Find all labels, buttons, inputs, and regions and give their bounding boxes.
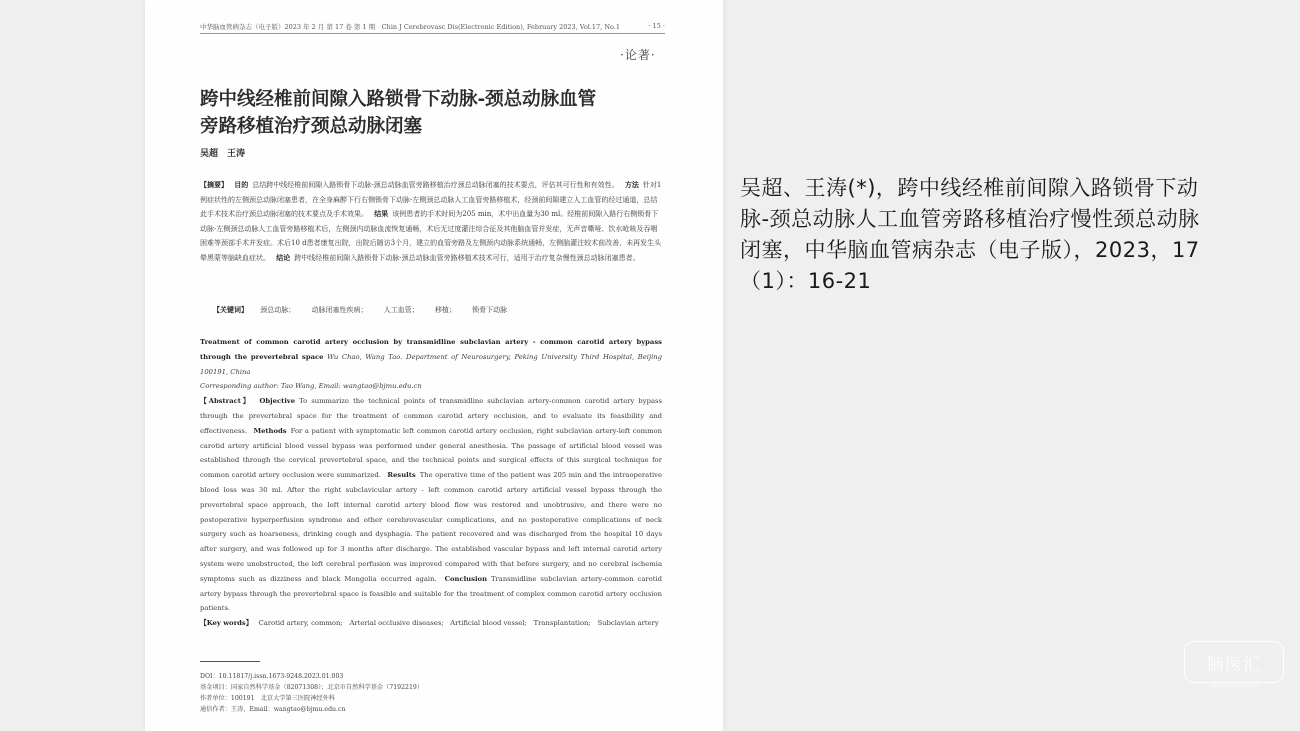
english-keywords-label: 【Key words】 (200, 619, 253, 628)
paper-title: 跨中线经椎前间隙入路锁骨下动脉-颈总动脉血管旁路移植治疗颈总动脉闭塞 (200, 89, 597, 137)
abstract-cn-objective: 总结跨中线经椎前间隙入路锁骨下动脉-颈总动脉血管旁路移植治疗颈总动脉闭塞的技术要点，评估其可行性和有效性。 (252, 181, 619, 189)
citation-text: 吴超、王涛(*)，跨中线经椎前间隙入路锁骨下动脉-颈总动脉人工血管旁路移植治疗慢性颈总动脉闭塞，中华脑血管病杂志（电子版），2023，17（1）：16-21 (740, 176, 1200, 293)
english-methods-heading: Methods (253, 426, 287, 435)
english-abstract-block (200, 335, 662, 631)
abstract-cn-label: 【摘要】 (200, 180, 228, 189)
english-abstract (200, 394, 662, 616)
english-results: The operative time of the patient was 205 min and the intraoperative blood loss was 30 ml. After the right subclavicular artery - left common carotid artery artificial vessel bypass through the prevertebral space approach, the left internal carotid artery blood flow was restored and unobtrusive, and there were no postoperative hyperperfusion syndrome and other cerebrovascular complications, and no postoperative complications of neck surgery such as hoarseness, drinking cough and dysphagia. The patient recovered and was discharged from the hospital 10 days after surgery, and was followed up for 3 months after discharge. The established vascular bypass and left internal carotid artery system were unobstructed, the left cerebral perfusion was improved compared with that before surgery, and no cerebral ischemia symptoms such as dizziness and black Mongolia occurred again. (200, 471, 662, 583)
english-objective: To summarize the technical points of transmidline subclavian artery-common carotid artery bypass through the prevertebral space for the treatment of common carotid artery occlusion, and to evaluate its feasibility and effectiveness. (200, 397, 662, 435)
running-header-journal: 中华脑血管病杂志（电子版）2023 年 2 月 第 17 卷 第 1 期 Chin J Cerebrovasc Dis(Electronic Edition), February 2023, Vol.17, No.1 (200, 23, 621, 31)
keywords-cn (213, 305, 663, 315)
footnote-funding: 基金项目：国家自然科学基金（82071308）；北京市自然科学基金（7192219） (200, 684, 424, 691)
english-corresponding-author: Corresponding author: Tao Wang, Email: wangtao@bjmu.edu.cn (200, 382, 422, 391)
paper-page (145, 0, 723, 731)
abstract-cn-methods-heading: 方法 (624, 180, 639, 189)
english-keywords-text: Carotid artery, common; Arterial occlusive diseases; Artificial blood vessel; Transplantation; Subclavian artery (258, 619, 659, 628)
abstract-cn-results: 该例患者的手术时间为205 min，术中出血量为30 ml。经椎前间隙入路行右侧锁骨下动脉-左侧颈总动脉人工血管旁路移植术后，左侧颈内动脉血流恢复通畅，术后无过度灌注综合征及其他脑血管并发症，无声音嘶哑、饮水呛咳及吞咽困难等颈部手术并发症。术后10 d患者康复出院，出院后随访3个月，建立的血管旁路及左侧颈内动脉系统通畅，左侧脑灌注较术前改善，未再发生头晕黑蒙等脑缺血症状。 (200, 210, 662, 262)
page-number: · 15 · (648, 22, 665, 30)
english-keywords (200, 616, 662, 631)
section-label: ·论著· (620, 48, 656, 62)
english-conclusion-heading: Conclusion (444, 574, 488, 583)
abstract-cn-results-heading: 结果 (374, 209, 389, 219)
english-results-heading: Results (387, 471, 416, 480)
english-title: Treatment of common carotid artery occlusion by transmidline subclavian artery - common carotid artery bypass through the prevertebral space (200, 338, 662, 361)
paper-authors: 吴超 王涛 (200, 149, 246, 159)
keyword-cn: 颈总动脉； (260, 306, 296, 314)
keyword-cn: 人工血管； (383, 306, 419, 314)
english-authors: Wu Chao, Wang Tao. Department of Neurosurgery, Peking University Third Hospital, Beijing 100191, China (200, 352, 662, 376)
abstract-cn-objective-heading: 目的 (234, 180, 249, 189)
abstract-cn (200, 178, 662, 266)
english-methods: For a patient with symptomatic left common carotid artery occlusion, right subclavian artery-left common carotid artery artificial blood vessel bypass was performed under general anesthesia. The passage of artificial blood vessel was established through the cervical prevertebral space, and the technical points and surgical effects of this surgical technique for common carotid artery occlusion were summarized. (200, 426, 662, 480)
english-conclusion: Transmidline subclavian artery-common carotid artery bypass through the prevertebral space is feasible and suitable for the treatment of complex common carotid artery occlusion patients. (200, 574, 663, 613)
keyword-cn: 移植； (434, 306, 456, 314)
keywords-cn-label: 【关键词】 (213, 305, 248, 314)
abstract-cn-conclusion-heading: 结论 (276, 252, 291, 262)
watermark-logo: 脑医汇 (1184, 641, 1284, 683)
header-rule (200, 33, 665, 34)
running-header (200, 22, 665, 31)
footnotes (200, 671, 640, 715)
footnote-corresponding: 通信作者：王涛，Email：wangtao@bjmu.edu.cn (200, 706, 346, 713)
footnote-affiliation: 作者单位：100191 北京大学第三医院神经外科 (200, 695, 335, 702)
watermark-url: www.brainmed.com (1210, 683, 1260, 689)
abstract-cn-methods: 针对1例症状性的左侧颈总动脉闭塞患者，在全身麻醉下行右侧锁骨下动脉-左侧颈总动脉人工血管旁路移植术，经颈前间隙建立人工血管的经过通道，总结此手术技术治疗颈总动脉闭塞的技术要点及手术效果。 (200, 181, 662, 219)
footnote-doi: DOI：10.11817/j.issn.1673-9248.2023.01.003 (200, 673, 344, 680)
footnote-rule (200, 661, 260, 662)
keyword-cn: 锁骨下动脉 (472, 306, 508, 314)
abstract-cn-conclusion: 跨中线经椎前间隙入路锁骨下动脉-颈总动脉血管旁路移植术技术可行，适用于治疗复杂慢性颈总动脉闭塞患者。 (294, 253, 640, 262)
english-objective-heading: Objective (259, 397, 296, 406)
keyword-cn: 动脉闭塞性疾病； (311, 306, 368, 314)
english-abstract-label: 【Abstract】 (200, 397, 252, 406)
